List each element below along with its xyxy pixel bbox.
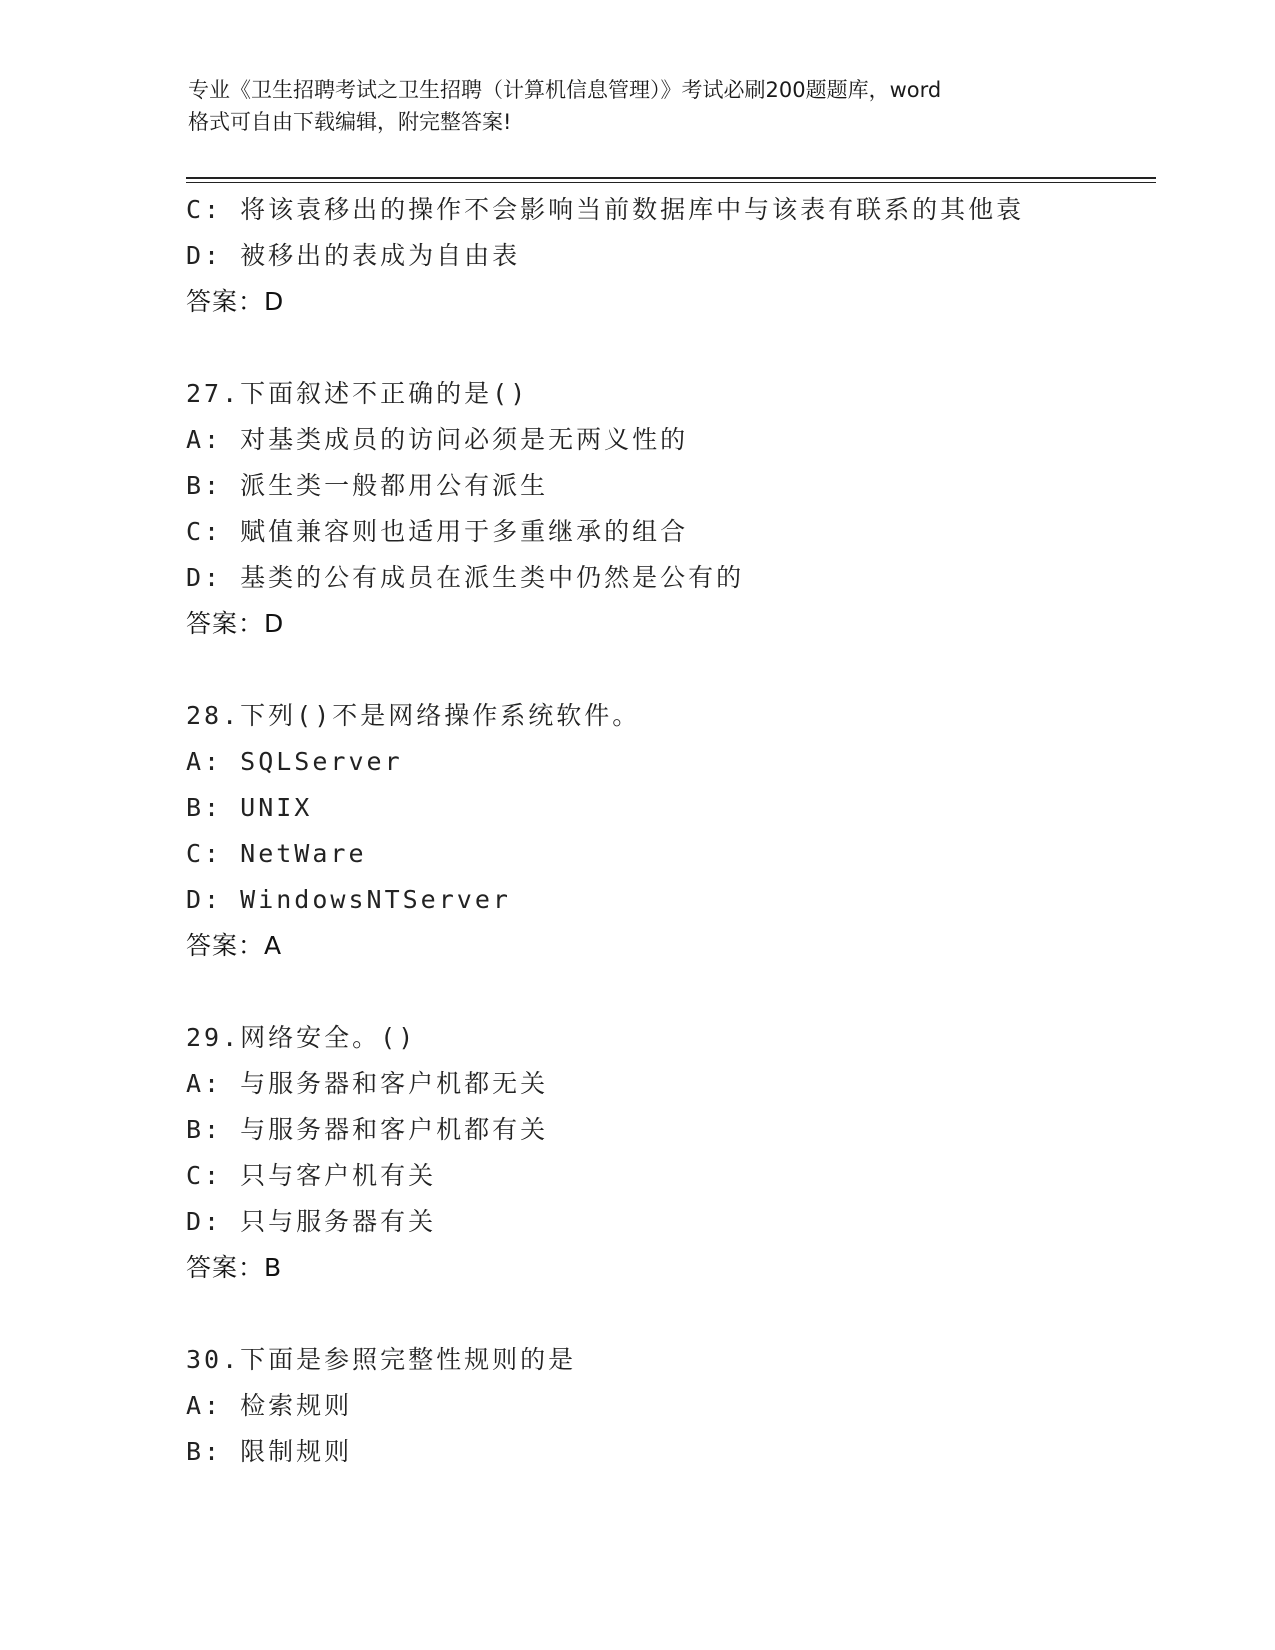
document-header <box>188 74 1088 138</box>
spacer <box>186 969 1146 1015</box>
option-a: A: 检索规则 <box>186 1391 353 1420</box>
answer-line: 答案：D <box>186 287 285 316</box>
answer-line: 答案：A <box>186 931 283 960</box>
question-29 <box>186 1015 1146 1291</box>
question-stem: 30.下面是参照完整性规则的是 <box>186 1345 577 1374</box>
option-c: C: 将该袁移出的操作不会影响当前数据库中与该表有联系的其他袁 <box>186 195 1025 224</box>
question-list <box>186 187 1146 1475</box>
spacer <box>186 647 1146 693</box>
header-divider-thick <box>186 177 1156 179</box>
option-c: C: 赋值兼容则也适用于多重继承的组合 <box>186 517 689 546</box>
answer-line: 答案：D <box>186 609 285 638</box>
question-stem: 28.下列()不是网络操作系统软件。 <box>186 701 641 730</box>
header-divider-thin <box>186 182 1156 183</box>
option-b: B: UNIX <box>186 793 313 822</box>
option-b: B: 派生类一般都用公有派生 <box>186 471 549 500</box>
question-28 <box>186 693 1146 969</box>
spacer <box>186 1291 1146 1337</box>
option-b: B: 限制规则 <box>186 1437 353 1466</box>
option-b: B: 与服务器和客户机都有关 <box>186 1115 549 1144</box>
answer-line: 答案：B <box>186 1253 283 1282</box>
option-d: D: 基类的公有成员在派生类中仍然是公有的 <box>186 563 745 592</box>
option-d: D: WindowsNTServer <box>186 885 511 914</box>
option-a: A: 与服务器和客户机都无关 <box>186 1069 549 1098</box>
option-a: A: 对基类成员的访问必须是无两义性的 <box>186 425 689 454</box>
continued-question <box>186 187 1146 325</box>
spacer <box>186 325 1146 371</box>
question-30 <box>186 1337 1146 1475</box>
header-line-2: 格式可自由下载编辑，附完整答案! <box>188 110 512 134</box>
question-stem: 27.下面叙述不正确的是() <box>186 379 529 408</box>
option-d: D: 被移出的表成为自由表 <box>186 241 521 270</box>
question-stem: 29.网络安全。() <box>186 1023 417 1052</box>
question-27 <box>186 371 1146 647</box>
option-d: D: 只与服务器有关 <box>186 1207 437 1236</box>
option-c: C: 只与客户机有关 <box>186 1161 437 1190</box>
option-a: A: SQLServer <box>186 747 403 776</box>
option-c: C: NetWare <box>186 839 367 868</box>
header-line-1: 专业《卫生招聘考试之卫生招聘（计算机信息管理）》考试必刷200题题库，word <box>188 78 942 102</box>
